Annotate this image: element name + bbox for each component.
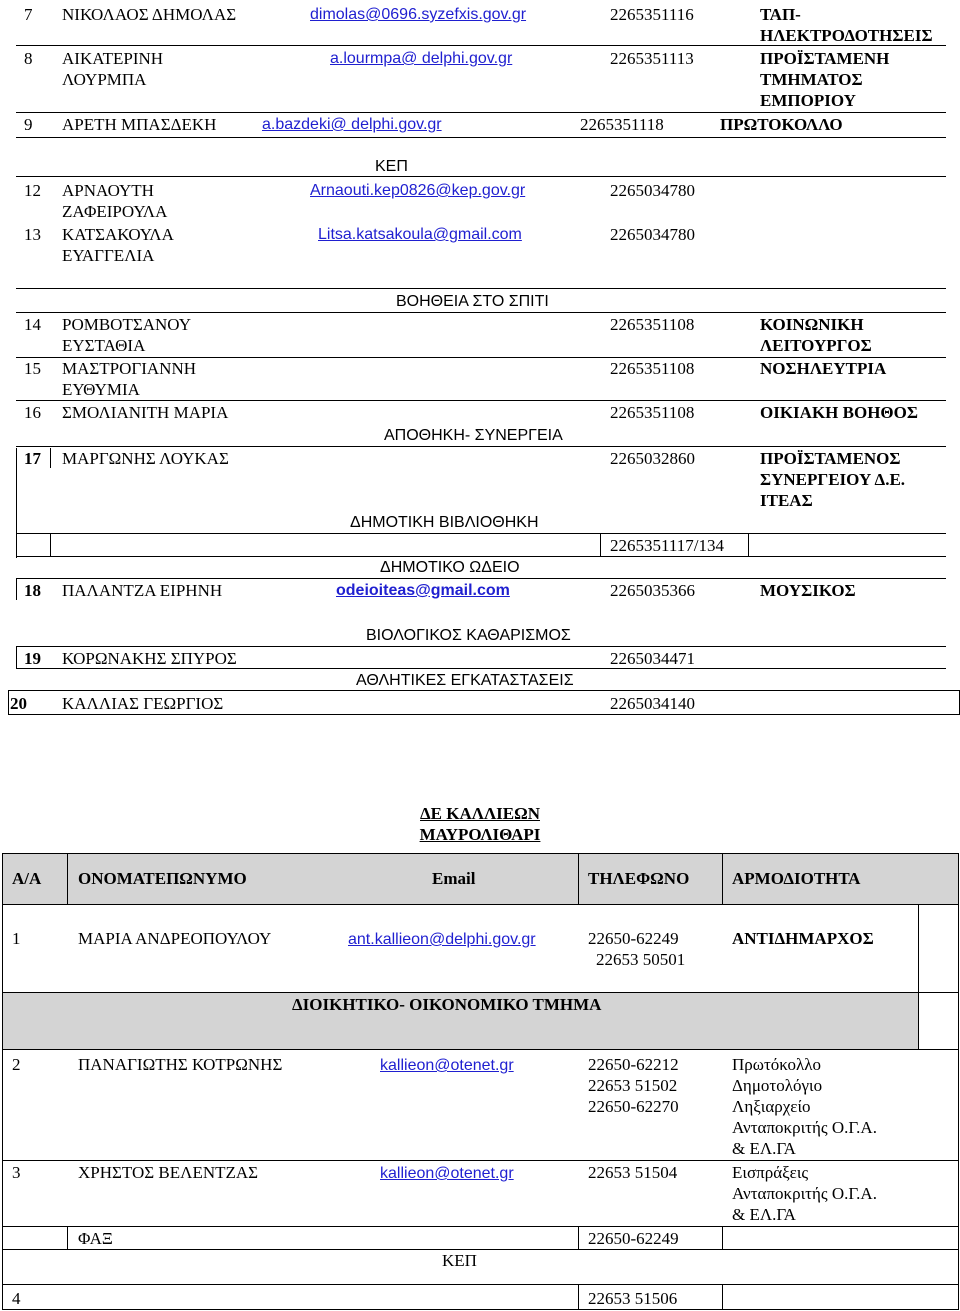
role: ΠΡΟΪΣΤΑΜΕΝΗ [760,49,890,68]
row-number: 14 [24,315,41,334]
role: Πρωτόκολλο [732,1055,821,1074]
role: Ανταποκριτής Ο.Γ.Α. [732,1118,877,1137]
phone: 2265351108 [610,359,695,378]
person-name: ΜΑΡΙΑ ΑΝΔΡΕΟΠΟΥΛΟΥ [78,929,272,948]
section-title-sports: ΑΘΛΗΤΙΚΕΣ ΕΓΚΑΤΑΣΤΑΣΕΙΣ [356,672,574,689]
person-name: ΚΟΡΩΝΑΚΗΣ ΣΠΥΡΟΣ [62,649,237,668]
person-name: ΕΥΘΥΜΙΑ [62,380,140,399]
row-number: 12 [24,181,41,200]
row-number: 17 [24,449,41,468]
row-number: 15 [24,359,41,378]
phone: 22653 50501 [596,950,686,969]
row-number: 7 [24,5,33,24]
phone: 22650-62212 [588,1055,679,1074]
column-header-email: Email [432,869,476,888]
section-title-bio-cleaning: ΒΙΟΛΟΓΙΚΟΣ ΚΑΘΑΡΙΣΜΟΣ [366,627,571,644]
fax-label: ΦΑΞ [78,1229,113,1248]
phone: 2265351108 [610,315,695,334]
person-name: ΧΡΗΣΤΟΣ ΒΕΛΕΝΤΖΑΣ [78,1163,259,1182]
person-name: ΕΥΑΓΓΕΛΙΑ [62,246,155,265]
person-name: ΜΑΡΓΩΝΗΣ ΛΟΥΚΑΣ [62,449,229,468]
person-name: ΠΑΛΑΝΤΖΑ ΕΙΡΗΝΗ [62,581,223,600]
phone: 2265032860 [610,449,695,468]
section-heading: ΔΕ ΚΑΛΛΙΕΩΝ [420,804,540,823]
role: ΤΑΠ- [760,5,801,24]
person-name: ΚΑΛΛΙΑΣ ΓΕΩΡΓΙΟΣ [62,694,224,713]
role: ΝΟΣΗΛΕΥΤΡΙΑ [760,359,887,378]
phone: 2265351113 [610,49,694,68]
phone: 2265034780 [610,181,695,200]
person-name: ΑΡΕΤΗ ΜΠΑΣΔΕΚΗ [62,115,217,134]
phone: 2265351117/134 [610,536,724,555]
person-name: ΕΥΣΤΑΘΙΑ [62,336,146,355]
row-number: 8 [24,49,33,68]
role: Ληξιαρχείο [732,1097,811,1116]
role: Ανταποκριτής Ο.Γ.Α. [732,1184,877,1203]
email-link[interactable]: Arnaouti.kep0826@kep.gov.gr [310,182,526,199]
column-header-phone: ΤΗΛΕΦΩΝΟ [588,869,690,888]
column-header-name: ΟΝΟΜΑΤΕΠΩΝΥΜΟ [78,869,247,888]
fax-phone: 22650-62249 [588,1229,679,1248]
section-title-kep: ΚΕΠ [375,158,408,175]
row-number: 19 [24,649,41,668]
role: ΚΟΙΝΩΝΙΚΗ [760,315,864,334]
row-number: 4 [12,1289,21,1308]
section-title-kep: ΚΕΠ [442,1251,477,1270]
role: ΙΤΕΑΣ [760,491,813,510]
phone: 22650-62270 [588,1097,679,1116]
section-title-storage: ΑΠΟΘΗΚΗ- ΣΥΝΕΡΓΕΙΑ [384,427,563,444]
person-name: ΚΑΤΣΑΚΟΥΛΑ [62,225,174,244]
email-link[interactable]: kallieon@otenet.gr [380,1057,514,1074]
phone: 22653 51502 [588,1076,678,1095]
phone: 22653 51506 [588,1289,678,1308]
phone: 2265034471 [610,649,695,668]
phone: 2265351118 [580,115,664,134]
email-link[interactable]: Litsa.katsakoula@gmail.com [318,226,522,243]
section-title-home-help: ΒΟΗΘΕΙΑ ΣΤΟ ΣΠΙΤΙ [396,293,549,310]
email-link[interactable]: ant.kallieon@delphi.gov.gr [348,931,536,948]
row-number: 9 [24,115,33,134]
role: ΠΡΟΪΣΤΑΜΕΝΟΣ [760,449,901,468]
role: ΤΜΗΜΑΤΟΣ [760,70,863,89]
section-subheading: ΜΑΥΡΟΛΙΘΑΡΙ [419,825,541,844]
section-title-odeio: ΔΗΜΟΤΙΚΟ ΩΔΕΙΟ [380,559,520,576]
phone: 22650-62249 [588,929,679,948]
email-link[interactable]: odeioiteas@gmail.com [336,582,510,599]
role: ΠΡΩΤΟΚΟΛΛΟ [720,115,843,134]
row-number: 18 [24,581,41,600]
person-name: ΠΑΝΑΓΙΩΤΗΣ ΚΟΤΡΩΝΗΣ [78,1055,283,1074]
role: ΛΕΙΤΟΥΡΓΟΣ [760,336,872,355]
row-number: 2 [12,1055,21,1074]
row-number: 1 [12,929,21,948]
column-header-role: ΑΡΜΟΔΙΟΤΗΤΑ [732,869,861,888]
role: ΕΜΠΟΡΙΟΥ [760,91,856,110]
person-name: ΣΜΟΛΙΑΝΙΤΗ ΜΑΡΙΑ [62,403,229,422]
person-name: ΝΙΚΟΛΑΟΣ ΔΗΜΟΛΑΣ [62,5,237,24]
row-number: 20 [10,694,27,713]
person-name: ΡΟΜΒΟΤΣΑΝΟΥ [62,315,192,334]
row-number: 13 [24,225,41,244]
phone: 22653 51504 [588,1163,678,1182]
role: ΑΝΤΙΔΗΜΑΡΧΟΣ [732,929,874,948]
section-title-admin: ΔΙΟΙΚΗΤΙΚΟ- ΟΙΚΟΝΟΜΙΚΟ ΤΜΗΜΑ [292,995,602,1014]
phone: 2265035366 [610,581,695,600]
section-title-library: ΔΗΜΟΤΙΚΗ ΒΙΒΛΙΟΘΗΚΗ [350,514,539,531]
role: ΗΛΕΚΤΡΟΔΟΤΗΣΕΙΣ [760,26,933,45]
phone: 2265034780 [610,225,695,244]
phone: 2265351108 [610,403,695,422]
role: ΜΟΥΣΙΚΟΣ [760,581,856,600]
role: ΟΙΚΙΑΚΗ ΒΟΗΘΟΣ [760,403,918,422]
role: & ΕΛ.ΓΑ [732,1205,796,1224]
column-header-aa: Α/Α [12,869,42,888]
email-link[interactable]: a.bazdeki@ delphi.gov.gr [262,116,442,133]
email-link[interactable]: kallieon@otenet.gr [380,1165,514,1182]
email-link[interactable]: dimolas@0696.syzefxis.gov.gr [310,6,527,23]
role: Εισπράξεις [732,1163,809,1182]
phone: 2265034140 [610,694,695,713]
phone: 2265351116 [610,5,694,24]
person-name: ΛΟΥΡΜΠΑ [62,70,147,89]
role: & ΕΛ.ΓΑ [732,1139,796,1158]
role: ΣΥΝΕΡΓΕΙΟΥ Δ.Ε. [760,470,906,489]
row-number: 16 [24,403,41,422]
role: Δημοτολόγιο [732,1076,823,1095]
person-name: ΑΙΚΑΤΕΡΙΝΗ [62,49,164,68]
person-name: ΑΡΝΑΟΥΤΗ [62,181,154,200]
person-name: ΜΑΣΤΡΟΓΙΑΝΝΗ [62,359,196,378]
person-name: ΖΑΦΕΙΡΟΥΛΑ [62,202,168,221]
row-number: 3 [12,1163,21,1182]
email-link[interactable]: a.lourmpa@ delphi.gov.gr [330,50,513,67]
